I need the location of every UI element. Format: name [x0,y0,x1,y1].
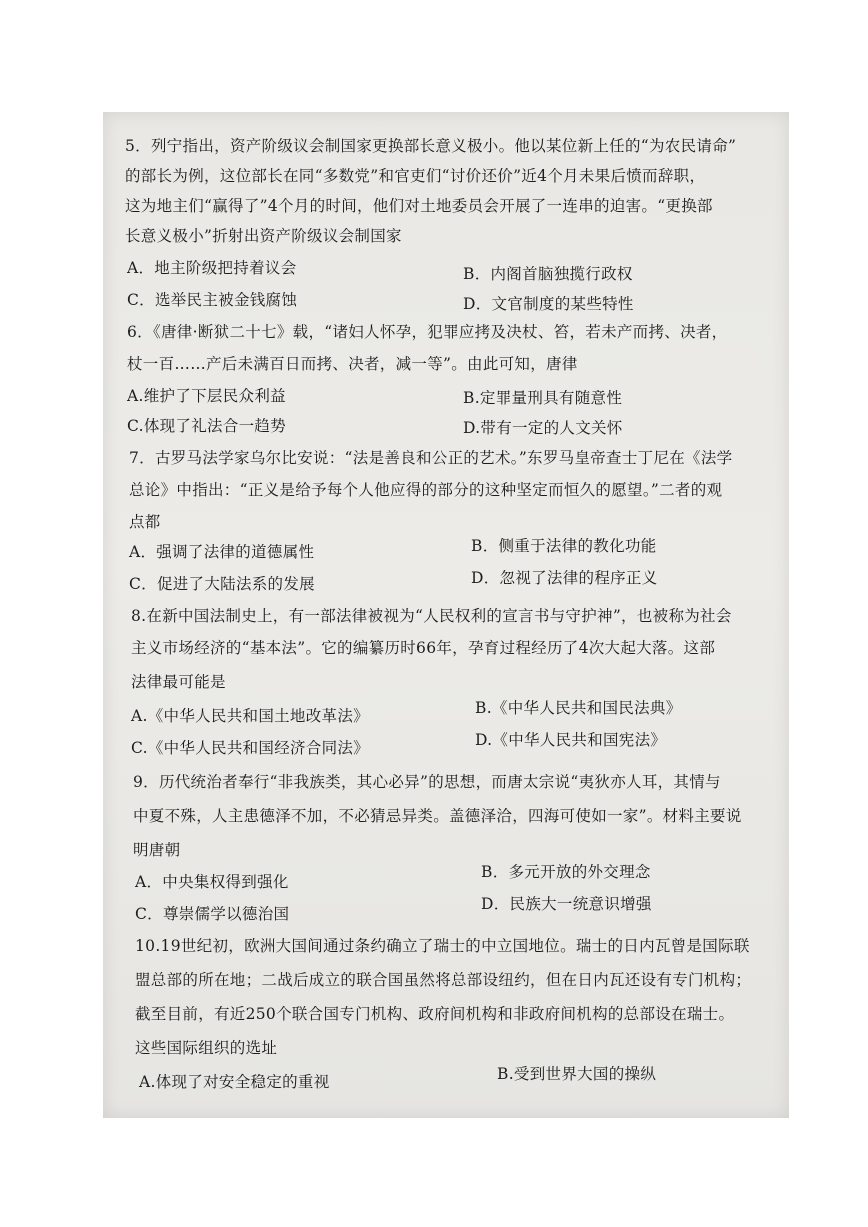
q7-stem-line-3: 点都 [129,513,161,531]
q9-option-d: D．民族大一统意识增强 [481,895,652,913]
q10-stem-line-3: 截至目前，有近250个联合国专门机构、政府间机构和非政府间机构的总部设在瑞士。 [135,1005,735,1023]
q9-stem-line-2: 中夏不殊，人主患德泽不加，不必猜忌异类。盖德泽洽，四海可使如一家”。材料主要说 [133,807,742,825]
exam-paper-photo [103,112,789,1118]
q8-option-b: B.《中华人民共和国民法典》 [475,699,682,717]
q5-stem-line-3: 这为地主们“赢得了”4个月的时间，他们对土地委员会开展了一连串的迫害。“更换部 [125,197,713,215]
q7-option-b: B．侧重于法律的教化功能 [471,537,657,555]
q6-option-a: A.维护了下层民众利益 [127,387,286,405]
q10-stem-line-4: 这些国际组织的选址 [135,1039,278,1057]
q10-option-a: A.体现了对安全稳定的重视 [139,1073,330,1091]
q5-stem-line-2: 的部长为例，这位部长在同“多数党”和官吏们“讨价还价”近4个月未果后愤而辞职， [125,167,706,185]
q9-stem-line-1: 9．历代统治者奉行“非我族类，其心必异”的思想，而唐太宗说“夷狄亦人耳，其情与 [133,773,721,791]
q5-option-c: C．选举民主被金钱腐蚀 [127,291,298,309]
q9-stem-line-3: 明唐朝 [133,841,181,859]
q10-stem-line-2: 盟总部的所在地；二战后成立的联合国虽然将总部设纽约，但在日内瓦还设有专门机构； [135,971,752,989]
q5-option-a: A．地主阶级把持着议会 [127,259,297,277]
q6-stem-line-1: 6．《唐律·断狱二十七》载，“诸妇人怀孕，犯罪应拷及决杖、笞，若未产而拷、决者， [127,323,728,341]
q7-stem-line-2: 总论》中指出：“正义是给予每个人他应得的部分的这种坚定而恒久的愿望。”二者的观 [129,481,723,499]
q5-option-b: B．内阁首脑独揽行政权 [463,265,633,283]
q5-stem-line-1: 5．列宁指出，资产阶级议会制国家更换部长意义极小。他以某位新上任的“为农民请命” [125,137,737,155]
q7-option-c: C．促进了大陆法系的发展 [129,575,315,593]
q6-option-b: B.定罪量刑具有随意性 [463,389,623,407]
q9-option-c: C．尊崇儒学以德治国 [135,905,290,923]
q10-stem-line-1: 10.19世纪初，欧洲大国间通过条约确立了瑞士的中立国地位。瑞士的日内瓦曾是国际联 [135,937,750,955]
q7-option-a: A．强调了法律的道德属性 [129,543,315,561]
q7-stem-line-1: 7．古罗马法学家乌尔比安说：“法是善良和公正的艺术。”东罗马皇帝查士丁尼在《法学 [129,449,733,467]
q7-option-d: D．忽视了法律的程序正义 [471,569,658,587]
q8-stem-line-3: 法律最可能是 [131,673,226,691]
q8-option-c: C.《中华人民共和国经济合同法》 [131,739,370,757]
q6-option-d: D.带有一定的人文关怀 [463,419,623,437]
q10-option-b: B.受到世界大国的操纵 [497,1065,657,1083]
q9-option-b: B．多元开放的外交理念 [481,863,651,881]
q5-stem-line-4: 长意义极小”折射出资产阶级议会制国家 [125,227,402,245]
q6-stem-line-2: 杖一百……产后未满百日而拷、决者，减一等”。由此可知，唐律 [127,355,578,373]
q8-stem-line-2: 主义市场经济的“基本法”。它的编纂历时66年，孕育过程经历了4次大起大落。这部 [131,639,716,657]
q8-stem-line-1: 8.在新中国法制史上，有一部法律被视为“人民权利的宣言书与守护神”，也被称为社会 [131,607,732,625]
q8-option-a: A.《中华人民共和国土地改革法》 [131,707,369,725]
q5-option-d: D．文官制度的某些特性 [463,295,634,313]
q6-option-c: C.体现了礼法合一趋势 [127,417,287,435]
q8-option-d: D.《中华人民共和国宪法》 [475,731,667,749]
q9-option-a: A．中央集权得到强化 [135,873,289,891]
